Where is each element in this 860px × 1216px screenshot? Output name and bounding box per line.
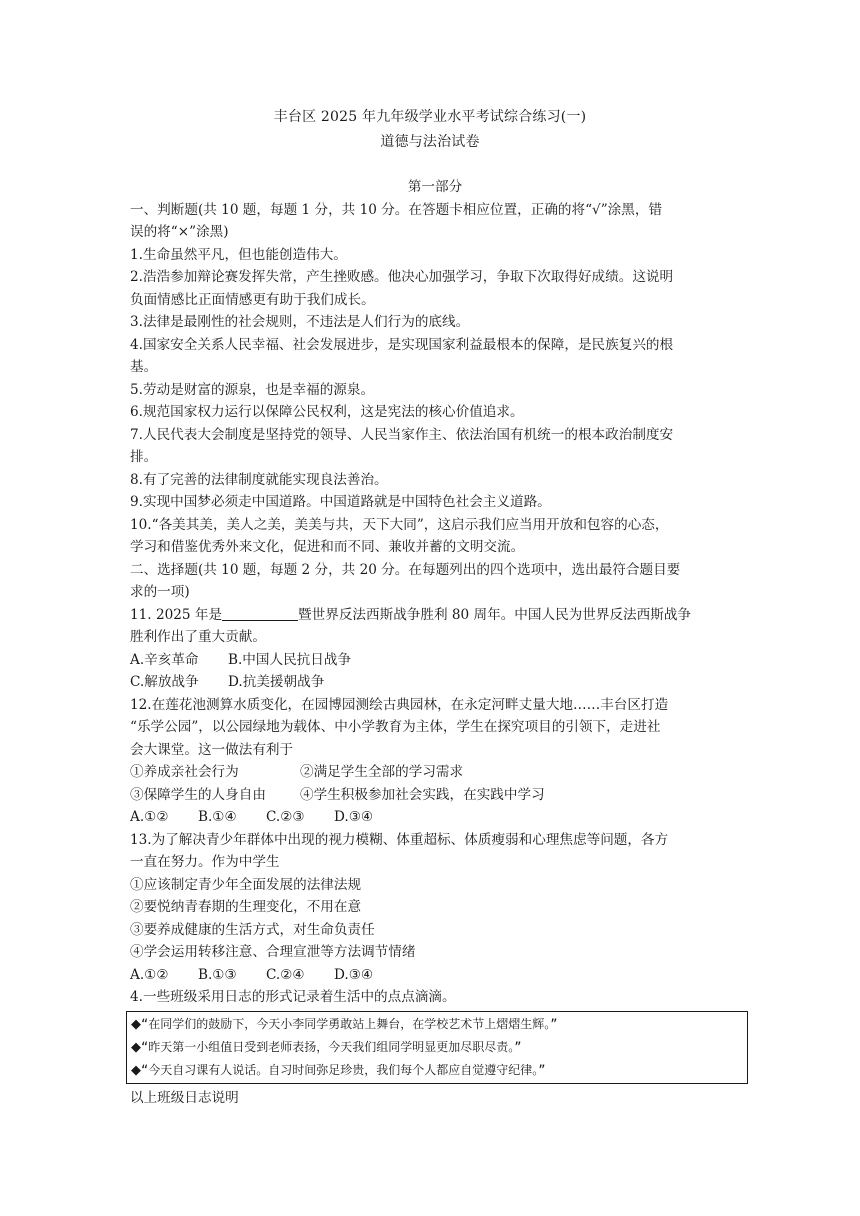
- statement-2: ②满足学生全部的学习需求: [300, 764, 464, 780]
- statement-3: ③要养成健康的生活方式，对生命负责任: [130, 921, 375, 938]
- option-d: D.③④: [334, 966, 374, 983]
- question-7: 7.人民代表大会制度是坚持党的领导、人民当家作主、依法治国有机统一的根本政治制度安: [130, 426, 674, 443]
- question-14: 4.一些班级采用日志的形式记录着生活中的点点滴滴。: [130, 989, 456, 1005]
- log-text: “今天自习课有人说话。自习时间弥足珍贵，我们每个人都应自觉遵守纪律。”: [141, 1062, 546, 1077]
- option-c: C.②③: [266, 809, 305, 825]
- section1-heading: 一、判断题(共 10 题，每题 1 分，共 10 分。在答题卡相应位置，正确的将“√”涂黑，错: [130, 201, 663, 218]
- question-12-cont: “乐学公园”，以公园绿地为载体、中小学教育为主体，学生在探究项目的引领下，走进社: [130, 719, 661, 735]
- section2-heading: 二、选择题(共 10 题，每题 2 分，共 20 分。在每题列出的四个选项中，选出最符合题目要: [130, 561, 681, 578]
- log-text: “昨天第一小组值日受到老师表扬，今天我们组同学明显更加尽职尽责。”: [141, 1039, 522, 1054]
- class-log-entry: [131, 1059, 743, 1082]
- question-13: 13.为了解决青少年群体中出现的视力模糊、体重超标、体质瘦弱和心理焦虑等问题，各方: [130, 831, 669, 848]
- question-12-statements-12: [130, 761, 740, 784]
- question-8: 8.有了完善的法律制度就能实现良法善治。: [130, 471, 388, 488]
- option-d: D.③④: [334, 809, 374, 825]
- option-a: A.①②: [130, 809, 169, 825]
- question-13-options: [130, 964, 740, 987]
- diamond-bullet-icon: ◆: [131, 1039, 141, 1055]
- diamond-bullet-icon: ◆: [131, 1016, 141, 1032]
- question-14-tail: 以上班级日志说明: [130, 1089, 239, 1106]
- option-a: A.辛亥革命: [130, 651, 199, 668]
- question-11-stem-start: 11. 2025 年是: [130, 606, 223, 623]
- question-10-cont: 学习和借鉴优秀外来文化，促进和而不同、兼收并蓄的文明交流。: [130, 539, 525, 555]
- diamond-bullet-icon: ◆: [131, 1062, 141, 1078]
- question-2-cont: 负面情感比正面情感更有助于我们成长。: [130, 291, 375, 308]
- question-12-options: [130, 806, 740, 829]
- question-10: 10.“各美其美，美人之美，美美与共，天下大同”，这启示我们应当用开放和包容的心态，: [130, 516, 669, 533]
- log-text: “在同学们的鼓励下，今天小李同学勇敢站上舞台，在学校艺术节上熠熠生辉。”: [141, 1016, 558, 1031]
- question-9: 9.实现中国梦必须走中国道路。中国道路就是中国特色社会主义道路。: [130, 494, 551, 510]
- option-c: C.解放战争: [130, 674, 199, 690]
- statement-2: ②要悦纳青春期的生理变化，不用在意: [130, 899, 362, 915]
- question-4: 4.国家安全关系人民幸福、社会发展进步，是实现国家利益最根本的保障，是民族复兴的根: [130, 336, 674, 353]
- statement-1: ①应该制定青少年全面发展的法律法规: [130, 876, 362, 893]
- option-c: C.②④: [266, 966, 305, 983]
- part-heading: 第一部分: [407, 179, 463, 195]
- option-b: B.中国人民抗日战争: [228, 651, 352, 668]
- question-2: 2.浩浩参加辩论赛发挥失常，产生挫败感。他决心加强学习，争取下次取得好成绩。这说明: [130, 269, 674, 285]
- option-b: B.①③: [198, 966, 237, 983]
- question-12-cont2: 会大课堂。这一做法有利于: [130, 741, 294, 758]
- question-11-stem-end: 暨世界反法西斯战争胜利 80 周年。中国人民为世界反法西斯战争: [298, 606, 692, 623]
- question-11-cont: 胜利作出了重大贡献。: [130, 629, 266, 645]
- question-13-cont: 一直在努力。作为中学生: [130, 854, 280, 870]
- question-5: 5.劳动是财富的源泉，也是幸福的源泉。: [130, 381, 375, 398]
- question-12: 12.在莲花池测算水质变化，在园博园测绘古典园林，在永定河畔丈量大地……丰台区打造: [130, 696, 669, 713]
- statement-4: ④学会运用转移注意、合理宣泄等方法调节情绪: [130, 944, 416, 960]
- answer-blank: [222, 606, 298, 621]
- question-11-options-cd: [130, 671, 740, 694]
- section2-heading-cont: 求的一项): [130, 584, 190, 600]
- exam-subtitle: 道德与法治试卷: [380, 134, 480, 150]
- question-6: 6.规范国家权力运行以保障公民权利，这是宪法的核心价值追求。: [130, 404, 524, 420]
- class-log-entry: [131, 1036, 743, 1059]
- question-3: 3.法律是最刚性的社会规则，不违法是人们行为的底线。: [130, 314, 470, 330]
- section1-heading-cont: 误的将“×”涂黑): [130, 224, 229, 240]
- question-7-cont: 排。: [130, 449, 158, 465]
- option-a: A.①②: [130, 966, 169, 983]
- class-log-entry: [131, 1013, 743, 1036]
- option-b: B.①④: [198, 809, 237, 825]
- exam-title: 丰台区 2025 年九年级学业水平考试综合练习(一): [273, 109, 587, 125]
- option-d: D.抗美援朝战争: [228, 674, 325, 690]
- question-11-options-ab: [130, 649, 740, 672]
- question-4-cont: 基。: [130, 359, 158, 375]
- question-12-statements-34: [130, 784, 740, 807]
- statement-3: ③保障学生的人身自由: [130, 786, 266, 803]
- class-log-box: [126, 1011, 748, 1084]
- statement-1: ①养成亲社会行为: [130, 764, 239, 780]
- question-11: [130, 604, 740, 627]
- exam-content: [130, 176, 740, 1109]
- question-1: 1.生命虽然平凡，但也能创造伟大。: [130, 246, 347, 263]
- statement-4: ④学生积极参加社会实践，在实践中学习: [300, 786, 545, 803]
